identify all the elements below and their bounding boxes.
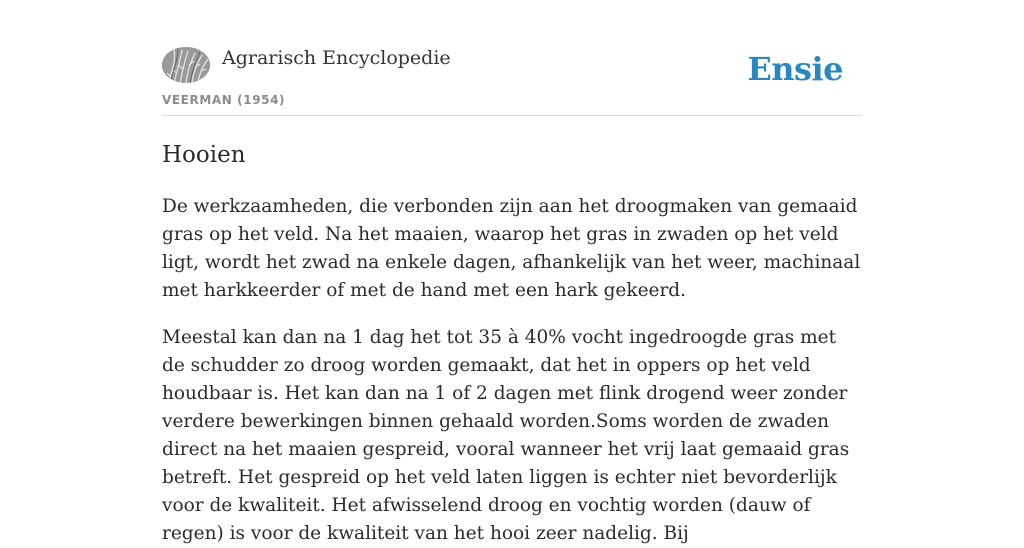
header — [162, 0, 862, 116]
encyclopedia-logo-icon[interactable] — [162, 47, 210, 83]
article-paragraph-2: Meestal kan dan na 1 dag het tot 35 à 40% vocht ingedroogde gras met de schudder zo droog worden gemaakt, dat het in oppers op het veld houdbaar is. Het kan dan na 1 of 2 dagen met flink drogend weer zonder verdere bewerkingen binnen gehaald worden.Soms worden de zwaden direct na het maaien gespreid, vooral wanneer het vrij laat gemaaid gras betreft. Het gespreid op het veld laten liggen is echter niet bevorderlijk voor de kwaliteit. Het afwisselend droog en vochtig worden (dauw of regen) is voor de kwaliteit van het hooi zeer nadelig. Bij — [162, 327, 850, 544]
source-attribution: VEERMAN (1954) — [162, 93, 286, 107]
page-container — [162, 0, 862, 548]
article-title: Hooien — [162, 142, 246, 168]
article-paragraph-1: De werkzaamheden, die verbonden zijn aan het droogmaken van gemaaid gras op het veld. Na het maaien, waarop het gras in zwaden op het veld ligt, wordt het zwad na enkele dagen, afhankelijk van het weer, machinaal met harkkeerder of met de hand met een hark gekeerd. — [162, 196, 861, 301]
ensie-brand-logo[interactable]: Ensie — [747, 50, 843, 88]
site-name[interactable]: Agrarisch Encyclopedie — [222, 47, 451, 69]
